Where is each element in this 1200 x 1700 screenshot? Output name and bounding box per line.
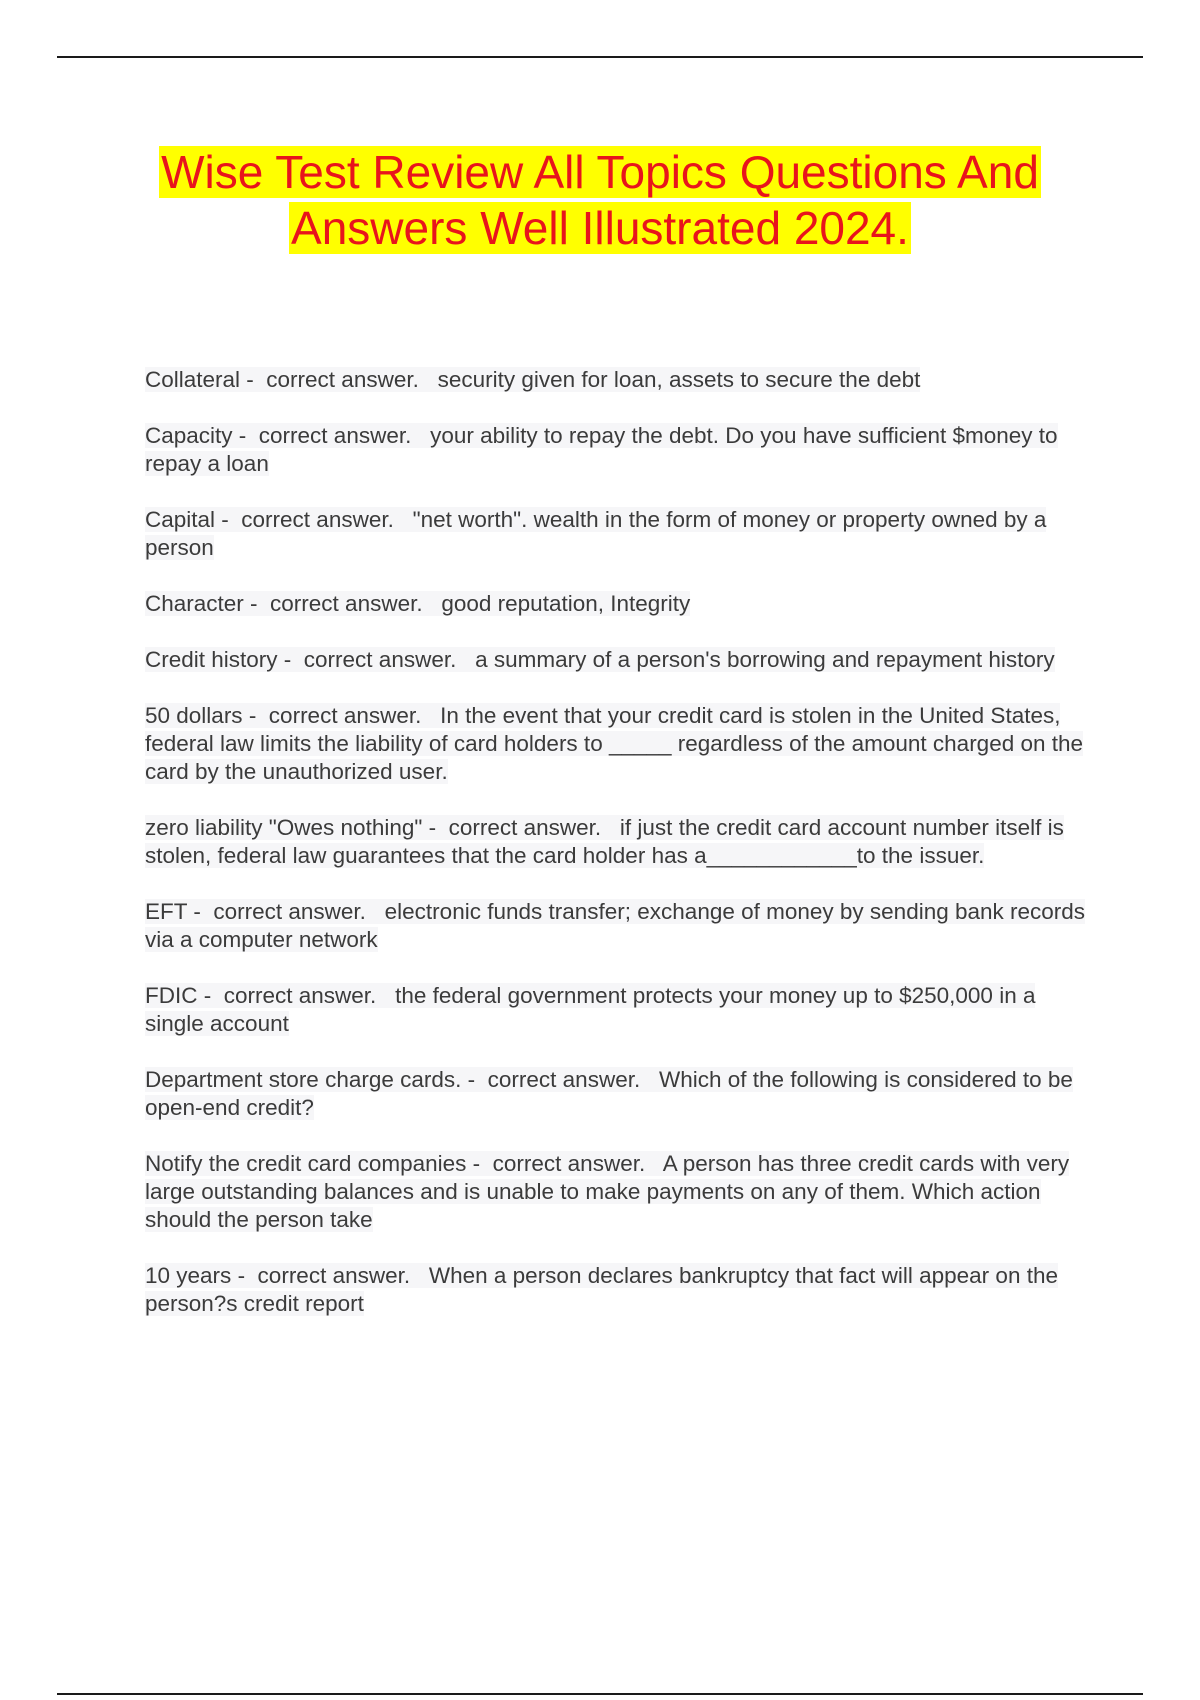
qa-answer: if just the credit card account number itself is stolen, federal law guarantees that the card holder has a____________to the issuer. bbox=[145, 815, 1064, 868]
qa-item bbox=[145, 1150, 1095, 1234]
qa-separator: - correct answer. bbox=[232, 423, 431, 448]
qa-term: Collateral bbox=[145, 367, 241, 392]
qa-answer: your ability to repay the debt. Do you have sufficient $money to repay a loan bbox=[145, 423, 1058, 476]
qa-term: EFT bbox=[145, 899, 188, 924]
qa-answer: good reputation, Integrity bbox=[441, 591, 691, 616]
qa-separator: - correct answer. bbox=[422, 815, 620, 840]
qa-answer: When a person declares bankruptcy that fact will appear on the person?s credit report bbox=[145, 1263, 1058, 1316]
qa-list bbox=[145, 366, 1095, 1346]
qa-separator: - correct answer. bbox=[215, 507, 413, 532]
qa-separator: - correct answer. bbox=[466, 1151, 663, 1176]
qa-answer: the federal government protects your money up to $250,000 in a single account bbox=[145, 983, 1036, 1036]
qa-separator: - correct answer. bbox=[231, 1263, 429, 1288]
qa-answer: a summary of a person's borrowing and repayment history bbox=[475, 647, 1055, 672]
qa-term: zero liability "Owes nothing" bbox=[145, 815, 423, 840]
qa-item bbox=[145, 366, 1095, 394]
qa-answer: In the event that your credit card is stolen in the United States, federal law limits the liability of card holders to _____ regardless of the amount charged on the card by the unauthorized user. bbox=[145, 703, 1084, 784]
bottom-rule bbox=[57, 1693, 1143, 1695]
qa-item bbox=[145, 898, 1095, 954]
qa-term: 50 dollars bbox=[145, 703, 243, 728]
qa-term: Character bbox=[145, 591, 244, 616]
title-line-1: Wise Test Review All Topics Questions And bbox=[161, 146, 1039, 198]
qa-item bbox=[145, 982, 1095, 1038]
qa-term: Credit history bbox=[145, 647, 278, 672]
title-line-2: Answers Well Illustrated 2024. bbox=[291, 202, 909, 254]
qa-separator: - correct answer. bbox=[197, 983, 396, 1008]
qa-separator: - correct answer. bbox=[277, 647, 476, 672]
qa-separator: - correct answer. bbox=[240, 367, 438, 392]
qa-separator: - correct answer. bbox=[242, 703, 441, 728]
qa-separator: - correct answer. bbox=[187, 899, 385, 924]
top-rule bbox=[57, 56, 1143, 58]
qa-item bbox=[145, 506, 1095, 562]
qa-item bbox=[145, 1262, 1095, 1318]
qa-answer: "net worth". wealth in the form of money or property owned by a person bbox=[145, 507, 1047, 560]
qa-term: Capacity bbox=[145, 423, 233, 448]
qa-term: Capital bbox=[145, 507, 216, 532]
document-title bbox=[60, 144, 1140, 256]
qa-item bbox=[145, 422, 1095, 478]
qa-separator: - correct answer. bbox=[461, 1067, 659, 1092]
qa-answer: electronic funds transfer; exchange of money by sending bank records via a computer network bbox=[145, 899, 1086, 952]
qa-answer: A person has three credit cards with very large outstanding balances and is unable to make payments on any of them. Which action should the person take bbox=[145, 1151, 1070, 1232]
qa-item bbox=[145, 702, 1095, 786]
qa-term: 10 years bbox=[145, 1263, 232, 1288]
qa-item bbox=[145, 814, 1095, 870]
qa-item bbox=[145, 646, 1095, 674]
qa-separator: - correct answer. bbox=[243, 591, 442, 616]
qa-answer: Which of the following is considered to be open-end credit? bbox=[145, 1067, 1073, 1120]
qa-term: Department store charge cards. bbox=[145, 1067, 462, 1092]
qa-item bbox=[145, 1066, 1095, 1122]
qa-answer: security given for loan, assets to secure the debt bbox=[437, 367, 921, 392]
qa-item bbox=[145, 590, 1095, 618]
qa-term: FDIC bbox=[145, 983, 198, 1008]
qa-term: Notify the credit card companies bbox=[145, 1151, 467, 1176]
